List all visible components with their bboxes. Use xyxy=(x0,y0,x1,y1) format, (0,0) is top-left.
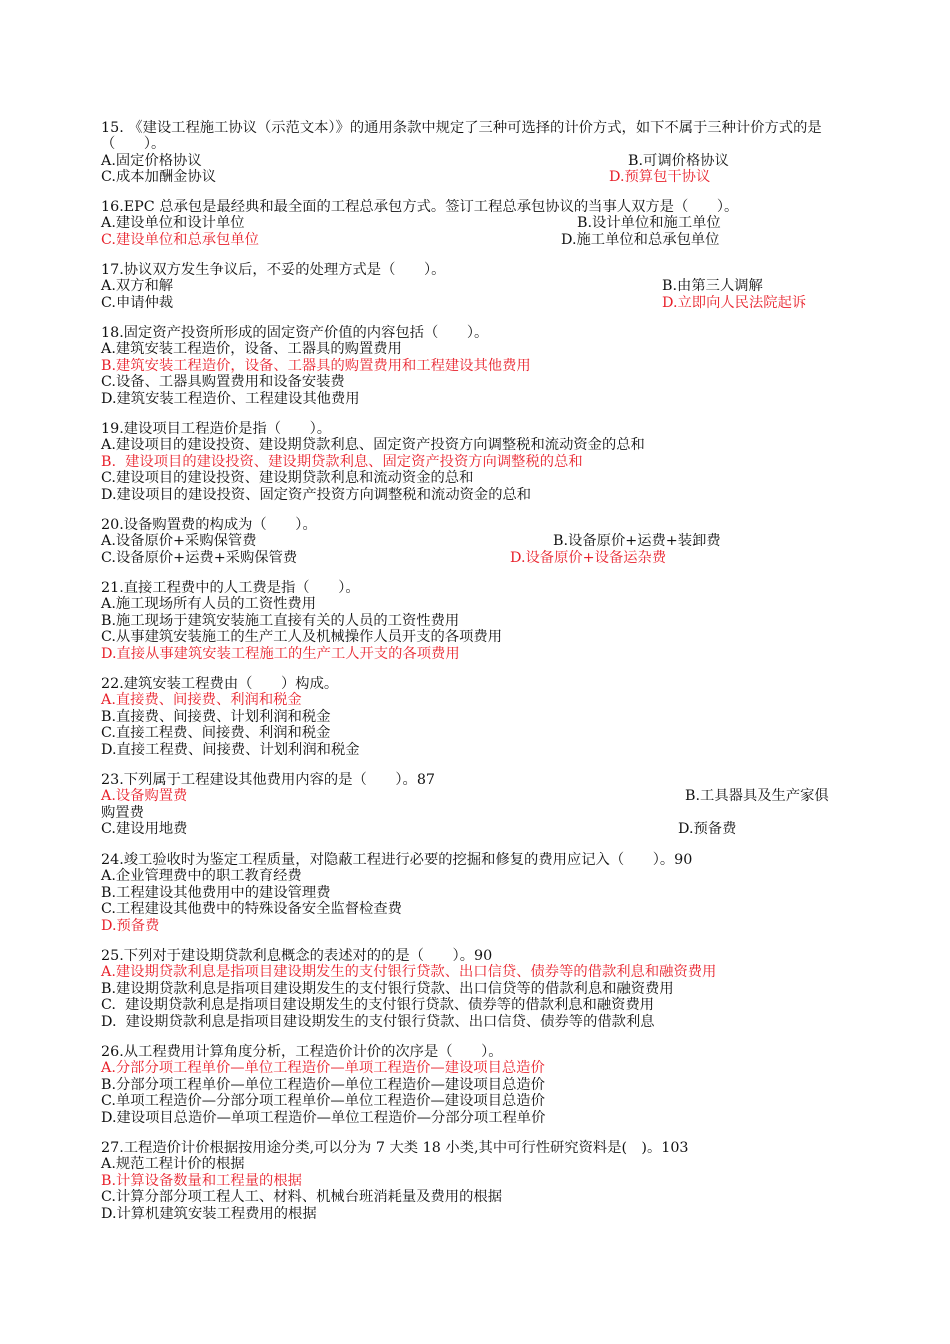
option-b: B.设计单位和施工单位 xyxy=(577,215,721,232)
option-row xyxy=(101,295,863,311)
option-a-answer: A.直接费、间接费、利润和税金 xyxy=(101,692,302,709)
option-b-continued: 购置费 xyxy=(101,804,144,821)
question-18 xyxy=(101,325,863,407)
option-row xyxy=(101,550,863,566)
question-27 xyxy=(101,1140,863,1222)
question-22 xyxy=(101,676,863,758)
option-b: B.分部分项工程单价—单位工程造价—单位工程造价—建设项目总造价 xyxy=(101,1076,545,1093)
question-15 xyxy=(101,120,863,186)
question-stem: 15. 《建设工程施工协议（示范文本）》的通用条款中规定了三种可选择的计价方式，如下不属于三种计价方式的是（ ）。 xyxy=(101,120,822,153)
question-stem: 19.建设项目工程造价是指（ ）。 xyxy=(101,421,332,437)
option-row xyxy=(101,533,863,549)
option-b: B.工具器具及生产家俱 xyxy=(685,788,829,805)
option-d-answer: D.预备费 xyxy=(101,917,160,934)
question-stem: 18.固定资产投资所形成的固定资产价值的内容包括（ ）。 xyxy=(101,325,489,341)
option-row xyxy=(101,169,863,185)
option-d-answer: D.立即向人民法院起诉 xyxy=(662,294,807,311)
question-stem: 23.下列属于工程建设其他费用内容的是（ ）。87 xyxy=(101,772,436,788)
option-a: A.固定价格协议 xyxy=(101,152,202,169)
option-c-answer: C.建设单位和总承包单位 xyxy=(101,231,259,248)
option-b-answer: B.建筑安装工程造价，设备、工器具的购置费用和工程建设其他费用 xyxy=(101,357,531,374)
question-stem: 26.从工程费用计算角度分析，工程造价计价的次序是（ ）。 xyxy=(101,1044,503,1060)
option-c: C.从事建筑安装施工的生产工人及机械操作人员开支的各项费用 xyxy=(101,629,502,646)
option-row xyxy=(101,788,863,804)
question-stem: 27.工程造价计价根据按用途分类,可以分为 7 大类 18 小类,其中可行性研究资料是( )。103 xyxy=(101,1140,689,1156)
option-c: C.计算分部分项工程人工、材料、机械台班消耗量及费用的根据 xyxy=(101,1189,502,1206)
option-d: D.预备费 xyxy=(678,821,737,838)
question-25 xyxy=(101,948,863,1030)
question-17 xyxy=(101,262,863,311)
option-b: B.可调价格协议 xyxy=(628,152,729,169)
option-c: C.申请仲裁 xyxy=(101,294,174,311)
option-a: A.建设单位和设计单位 xyxy=(101,215,245,232)
question-20 xyxy=(101,517,863,566)
option-a: A.施工现场所有人员的工资性费用 xyxy=(101,596,317,613)
option-c: C.工程建设其他费中的特殊设备安全监督检查费 xyxy=(101,901,402,918)
option-b: B.施工现场于建筑安装施工直接有关的人员的工资性费用 xyxy=(101,612,460,629)
option-b: B.直接费、间接费、计划利润和税金 xyxy=(101,708,331,725)
option-b: B.由第三人调解 xyxy=(662,278,763,295)
option-c: C.成本加酬金协议 xyxy=(101,169,217,186)
option-b-answer: B.计算设备数量和工程量的根据 xyxy=(101,1172,302,1189)
option-c: C.单项工程造价—分部分项工程单价—单位工程造价—建设项目总造价 xyxy=(101,1093,545,1110)
option-d: D.施工单位和总承包单位 xyxy=(561,231,720,248)
question-24 xyxy=(101,852,863,934)
option-a: A.建设项目的建设投资、建设期贷款利息、固定资产投资方向调整税和流动资金的总和 xyxy=(101,437,645,454)
option-a-answer: A.设备购置费 xyxy=(101,788,188,805)
question-stem: 25.下列对于建设期贷款利息概念的表述对的的是（ ）。90 xyxy=(101,948,493,964)
option-b-answer: B. 建设项目的建设投资、建设期贷款利息、固定资产投资方向调整税的总和 xyxy=(101,453,583,470)
option-row xyxy=(101,278,863,294)
question-stem: 17.协议双方发生争议后，不妥的处理方式是（ ）。 xyxy=(101,262,446,278)
option-a: A.设备原价+采购保管费 xyxy=(101,533,257,550)
question-stem: 24.竣工验收时为鉴定工程质量，对隐蔽工程进行必要的挖掘和修复的费用应记入（ ）。90 xyxy=(101,852,693,868)
option-a: A.建筑安装工程造价，设备、工器具的购置费用 xyxy=(101,341,402,358)
option-b: B.工程建设其他费用中的建设管理费 xyxy=(101,884,331,901)
question-stem: 22.建筑安装工程费由（ ）构成。 xyxy=(101,676,339,692)
option-row xyxy=(101,153,863,169)
question-16 xyxy=(101,199,863,248)
question-19 xyxy=(101,421,863,503)
option-c: C. 建设期贷款利息是指项目建设期发生的支付银行贷款、债券等的借款利息和融资费用 xyxy=(101,997,655,1014)
question-stem: 21.直接工程费中的人工费是指（ ）。 xyxy=(101,580,360,596)
question-stem: 16.EPC 总承包是最经典和最全面的工程总承包方式。签订工程总承包协议的当事人双方是（ ）。 xyxy=(101,199,739,215)
option-d: D.直接工程费、间接费、计划利润和税金 xyxy=(101,741,360,758)
option-c: C.设备原价+运费+采购保管费 xyxy=(101,549,298,566)
option-a-answer: A.分部分项工程单价—单位工程造价—单项工程造价—建设项目总造价 xyxy=(101,1060,545,1077)
option-c: C.建设用地费 xyxy=(101,821,188,838)
option-d: D.建筑安装工程造价、工程建设其他费用 xyxy=(101,390,360,407)
option-b: B.设备原价+运费+装卸费 xyxy=(553,533,721,550)
option-b: B.建设期贷款利息是指项目建设期发生的支付银行贷款、出口信贷等的借款利息和融资费用 xyxy=(101,980,674,997)
option-row xyxy=(101,232,863,248)
option-d-answer: D.设备原价+设备运杂费 xyxy=(510,549,667,566)
option-row xyxy=(101,821,863,837)
option-d: D.建设项目总造价—单项工程造价—单位工程造价—分部分项工程单价 xyxy=(101,1109,546,1126)
option-a: A.企业管理费中的职工教育经费 xyxy=(101,868,302,885)
option-c: C.建设项目的建设投资、建设期贷款利息和流动资金的总和 xyxy=(101,470,474,487)
option-c: C.直接工程费、间接费、利润和税金 xyxy=(101,725,331,742)
option-a-answer: A.建设期贷款利息是指项目建设期发生的支付银行贷款、出口信贷、债券等的借款利息和融资费用 xyxy=(101,964,717,981)
option-row xyxy=(101,215,863,231)
question-stem: 20.设备购置费的构成为（ ）。 xyxy=(101,517,317,533)
option-c: C.设备、工器具购置费用和设备安装费 xyxy=(101,374,345,391)
option-d: D.计算机建筑安装工程费用的根据 xyxy=(101,1205,317,1222)
question-23 xyxy=(101,772,863,838)
option-d: D.建设项目的建设投资、固定资产投资方向调整税和流动资金的总和 xyxy=(101,486,532,503)
option-d: D. 建设期贷款利息是指项目建设期发生的支付银行贷款、出口信贷、债券等的借款利息 xyxy=(101,1013,655,1030)
question-26 xyxy=(101,1044,863,1126)
option-a: A.双方和解 xyxy=(101,278,174,295)
question-21 xyxy=(101,580,863,662)
option-d-answer: D.预算包干协议 xyxy=(609,169,711,186)
option-d-answer: D.直接从事建筑安装工程施工的生产工人开支的各项费用 xyxy=(101,645,460,662)
option-a: A.规范工程计价的根据 xyxy=(101,1156,245,1173)
